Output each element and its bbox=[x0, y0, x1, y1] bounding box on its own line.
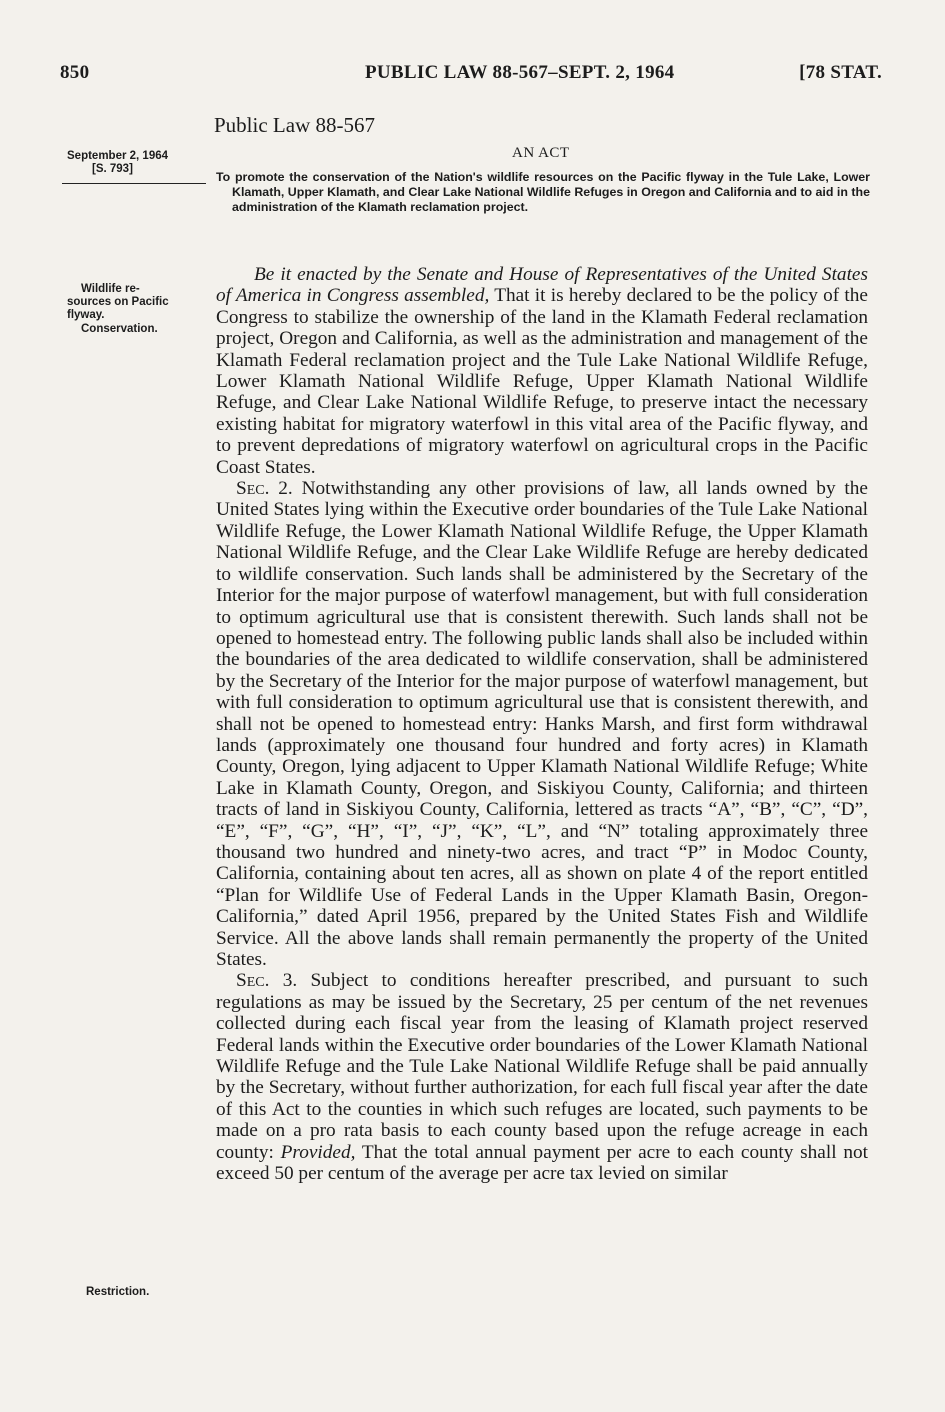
an-act-heading: AN ACT bbox=[512, 145, 570, 161]
section-3-text: Subject to conditions hereafter prescribed, and pursuant to such regulations as may be issued by the Secretary, 25 per centum of the net revenues collected during each fiscal year from the leasing of Klamath project reserved Federal lands within the Executive order boundaries of the Lower Klamath National Wildlife Refuge and the Tule Lake National Wildlife Refuge shall be paid annually by the Secretary, without further authorization, for each full fiscal year after the date of this Act to the counties in which such refuges are located, such payments to be made on a pro rata basis to each county based upon the refuge acreage in each county: bbox=[216, 970, 868, 1163]
section-3 bbox=[216, 970, 868, 1184]
section-2-label: Sec. 2. bbox=[236, 478, 293, 500]
section-2-text: Notwithstanding any other provisions of law, all lands owned by the United States lying within the Executive order boundaries of the Tule Lake National Wildlife Refuge, the Lower Klamath National Wildlife Refuge, the Upper Klamath National Wildlife Refuge, and the Clear Lake Wildlife Refuge are hereby dedicated to wildlife conservation. Such lands shall be administered by the Secretary of the Interior for the major purpose of waterfowl management, but with full consideration to optimum agricultural use that is consistent therewith. Such lands shall not be opened to homestead entry. The following public lands shall also be included within the boundaries of the area dedicated to wildlife conservation, shall be administered by the Secretary of the Interior for the major purpose of waterfowl management, but with full consideration to optimum agricultural use that is consistent therewith, and shall not be opened to homestead entry: Hanks Marsh, and first form withdrawal lands (approximately one thousand four hundred and forty acres) in Klamath County, Oregon, lying adjacent to Upper Klamath National Wildlife Refuge; White Lake in Klamath County, Oregon, and Siskiyou County, California; and thirteen tracts of land in Siskiyou County, California, lettered as tracts “A”, “B”, “C”, “D”, “E”, “F”, “G”, “H”, “I”, “J”, “K”, “L”, and “N” totaling approximately three thousand two hundred and ninety-two acres, and tract “P” in Modoc County, California, containing about ten acres, all as shown on plate 4 of the report entitled “Plan for Wildlife Use of Federal Lands in the Upper Klamath Basin, Oregon-California,” dated April 1956, prepared by the United States Fish and Wildlife Service. All the above lands shall remain permanently the property of the United States. bbox=[216, 478, 868, 970]
volume-reference: [78 STAT. bbox=[799, 62, 882, 83]
enacting-clause: Be it enacted by the Senate and House of Representatives of the United States of America in Congress assembled, bbox=[216, 264, 868, 307]
margin-note-wildlife-2: sources on Pacific bbox=[67, 296, 169, 308]
section-3-label: Sec. 3. bbox=[236, 970, 298, 992]
page-number: 850 bbox=[60, 62, 90, 83]
public-law-title: Public Law 88-567 bbox=[214, 113, 375, 137]
margin-date: September 2, 1964 bbox=[67, 150, 169, 162]
margin-bill-number: [S. 793] bbox=[92, 163, 133, 175]
margin-note-wildlife-1: Wildlife re- bbox=[81, 283, 140, 295]
act-body bbox=[216, 264, 868, 1184]
margin-note-restriction: Restriction. bbox=[86, 1286, 150, 1298]
section-2 bbox=[216, 478, 868, 970]
proviso-word: Provided, bbox=[280, 1141, 356, 1163]
page-header bbox=[60, 62, 882, 92]
margin-note-wildlife-3: flyway. bbox=[67, 309, 105, 321]
act-purpose bbox=[216, 170, 870, 215]
margin-note-conservation: Conservation. bbox=[81, 323, 158, 335]
act-purpose-text: To promote the conservation of the Nation's wildlife resources on the Pacific flyway in the Tule Lake, Lower Klamath, Upper Klamath, and Clear Lake National Wildlife Refuges in Oregon and California and to aid in the administration of the Klamath reclamation project. bbox=[216, 170, 870, 214]
section-1-text: That it is hereby declared to be the policy of the Congress to stabilize the ownership of the land in the Klamath Federal reclamation project, Oregon and California, as well as the administration and management of the Klamath Federal reclamation project and the Tule Lake National Wildlife Refuge, Lower Klamath National Wildlife Refuge, Upper Klamath National Wildlife Refuge, and Clear Lake National Wildlife Refuge, to preserve intact the necessary existing habitat for migratory waterfowl in this vital area of the Pacific flyway, and to prevent depredations of migratory waterfowl on agricultural crops in the Pacific Coast States. bbox=[216, 285, 868, 478]
section-3-proviso-text: That the total annual payment per acre to each county shall not exceed 50 per centum of the average per acre tax levied on similar bbox=[216, 1141, 868, 1185]
section-1 bbox=[216, 264, 868, 478]
running-title: PUBLIC LAW 88-567–SEPT. 2, 1964 bbox=[365, 62, 675, 83]
margin-rule bbox=[62, 183, 206, 184]
